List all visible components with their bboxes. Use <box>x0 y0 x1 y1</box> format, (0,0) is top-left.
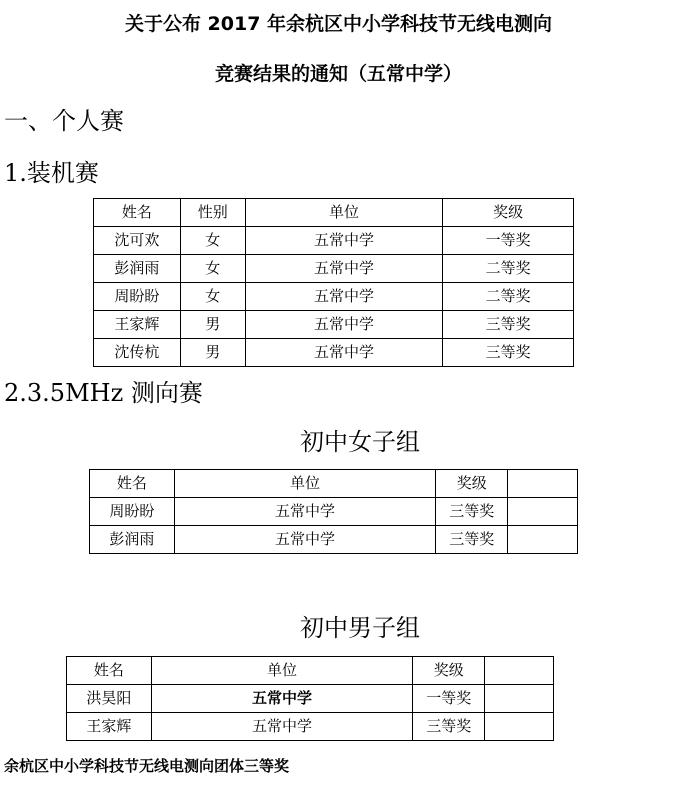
cell-extra <box>485 685 554 713</box>
header-extra <box>508 470 578 498</box>
cell-extra <box>508 526 578 554</box>
cell-name: 周盼盼 <box>94 283 181 311</box>
cell-award: 二等奖 <box>443 255 574 283</box>
table-row <box>94 311 574 339</box>
cell-unit: 五常中学 <box>245 255 443 283</box>
cell-award: 一等奖 <box>413 685 485 713</box>
cell-name: 王家辉 <box>94 311 181 339</box>
header-award: 奖级 <box>413 657 485 685</box>
cell-extra <box>485 713 554 741</box>
assembly-results-table <box>93 198 574 367</box>
table-row <box>94 283 574 311</box>
document-title-line2: 竞赛结果的通知（五常中学） <box>214 63 462 85</box>
cell-gender: 女 <box>180 227 245 255</box>
cell-award: 三等奖 <box>436 498 508 526</box>
header-unit: 单位 <box>245 199 443 227</box>
subsection-heading-direction-finding: 2.3.5MHz 测向赛 <box>4 379 203 407</box>
table-row <box>94 255 574 283</box>
header-unit: 单位 <box>151 657 412 685</box>
header-name: 姓名 <box>67 657 152 685</box>
document-title-line1: 关于公布 2017 年余杭区中小学科技节无线电测向 <box>124 13 553 35</box>
table-row <box>90 498 578 526</box>
header-name: 姓名 <box>94 199 181 227</box>
table-header-row <box>94 199 574 227</box>
cell-name: 沈传杭 <box>94 339 181 367</box>
cell-gender: 男 <box>180 339 245 367</box>
girls-results-table <box>89 469 578 554</box>
cell-unit: 五常中学 <box>151 713 412 741</box>
table-row <box>67 685 554 713</box>
boys-results-table <box>66 656 554 741</box>
cell-unit: 五常中学 <box>245 227 443 255</box>
cell-unit: 五常中学 <box>245 339 443 367</box>
table-row <box>90 526 578 554</box>
cell-name: 洪昊阳 <box>67 685 152 713</box>
table-row <box>94 339 574 367</box>
boys-group-title: 初中男子组 <box>300 614 420 642</box>
table-row <box>67 713 554 741</box>
section-heading-individual: 一、个人赛 <box>4 107 124 135</box>
cell-unit: 五常中学 <box>245 311 443 339</box>
cell-unit: 五常中学 <box>245 283 443 311</box>
header-unit: 单位 <box>174 470 435 498</box>
table-header-row <box>67 657 554 685</box>
cell-award: 三等奖 <box>436 526 508 554</box>
header-gender: 性别 <box>180 199 245 227</box>
cell-unit: 五常中学 <box>151 685 412 713</box>
cell-gender: 男 <box>180 311 245 339</box>
girls-group-title: 初中女子组 <box>300 428 420 456</box>
cell-extra <box>508 498 578 526</box>
cell-award: 三等奖 <box>443 339 574 367</box>
subsection-heading-assembly: 1.装机赛 <box>4 159 99 187</box>
cell-name: 彭润雨 <box>90 526 175 554</box>
cell-unit: 五常中学 <box>174 498 435 526</box>
cell-award: 三等奖 <box>413 713 485 741</box>
cell-award: 三等奖 <box>443 311 574 339</box>
cell-unit: 五常中学 <box>174 526 435 554</box>
cell-name: 彭润雨 <box>94 255 181 283</box>
table-header-row <box>90 470 578 498</box>
cell-award: 二等奖 <box>443 283 574 311</box>
table-row <box>94 227 574 255</box>
cell-gender: 女 <box>180 255 245 283</box>
header-extra <box>485 657 554 685</box>
cell-gender: 女 <box>180 283 245 311</box>
cell-name: 周盼盼 <box>90 498 175 526</box>
cell-name: 沈可欢 <box>94 227 181 255</box>
header-award: 奖级 <box>443 199 574 227</box>
header-award: 奖级 <box>436 470 508 498</box>
cell-award: 一等奖 <box>443 227 574 255</box>
cell-name: 王家辉 <box>67 713 152 741</box>
header-name: 姓名 <box>90 470 175 498</box>
team-award-note: 余杭区中小学科技节无线电测向团体三等奖 <box>4 757 290 775</box>
